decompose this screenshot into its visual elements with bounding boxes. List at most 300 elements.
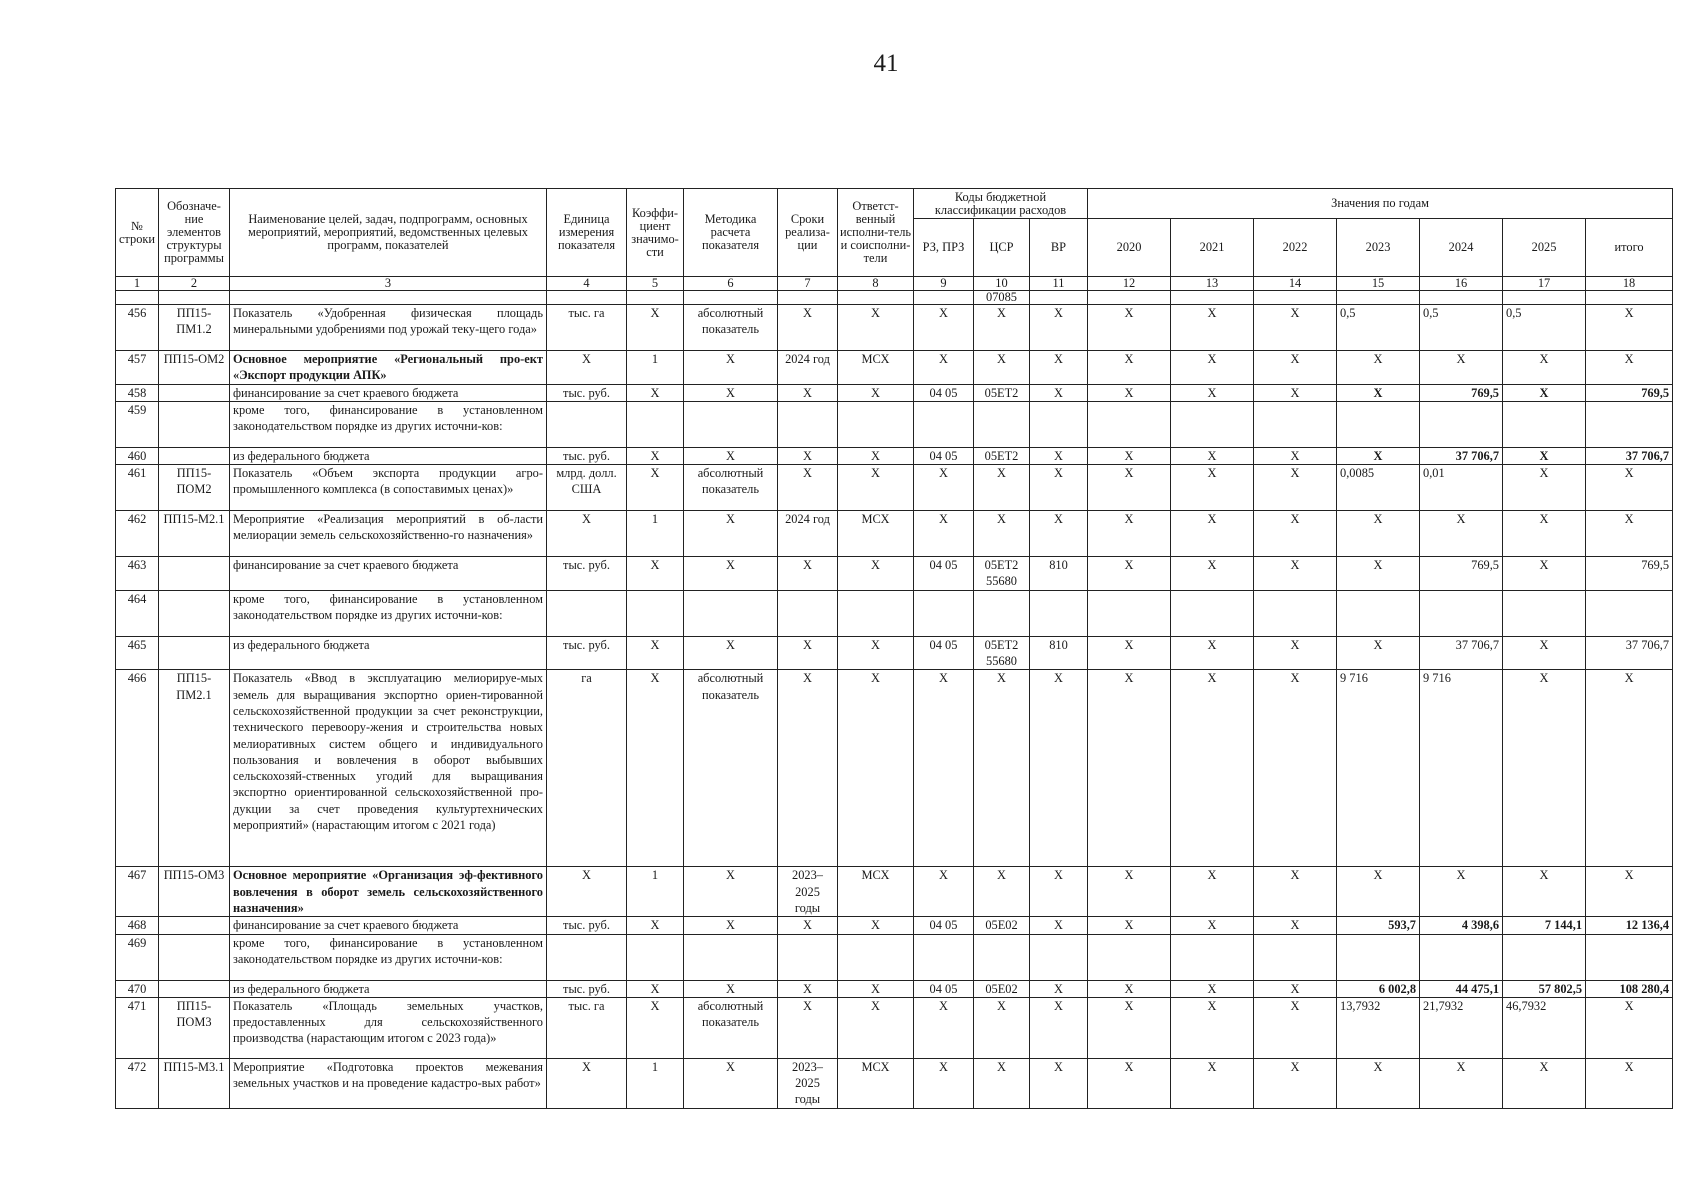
- cell-row-number: 470: [116, 980, 159, 997]
- cell-period: Х: [778, 305, 838, 351]
- carryover-cell: [116, 291, 159, 305]
- cell-value-2025: 7 144,1: [1503, 917, 1586, 934]
- cell-value-total: 108 280,4: [1586, 980, 1673, 997]
- cell-vr: Х: [1030, 980, 1088, 997]
- cell-value-2022: Х: [1254, 867, 1337, 917]
- cell-row-number: 471: [116, 997, 159, 1058]
- cell-value-2020: Х: [1088, 867, 1171, 917]
- cell-value-2024: [1420, 401, 1503, 447]
- cell-structure-code: [159, 557, 230, 591]
- table-header: [116, 189, 1673, 305]
- cell-value-total: [1586, 401, 1673, 447]
- cell-value-2022: Х: [1254, 997, 1337, 1058]
- carryover-cell: [778, 291, 838, 305]
- cell-item-name: Основное мероприятие «Организация эф-фективного вовлечения в оборот земель сельскохозяйственного назначения»: [230, 867, 547, 917]
- cell-coefficient: Х: [627, 670, 684, 867]
- cell-value-2024: [1420, 590, 1503, 636]
- cell-responsible: Х: [838, 447, 914, 464]
- cell-period: [778, 401, 838, 447]
- cell-responsible: Х: [838, 636, 914, 670]
- cell-row-number: 461: [116, 465, 159, 511]
- cell-value-2025: [1503, 401, 1586, 447]
- carryover-cell: [1254, 291, 1337, 305]
- cell-row-number: 458: [116, 384, 159, 401]
- cell-csr: Х: [974, 351, 1030, 385]
- cell-row-number: 469: [116, 934, 159, 980]
- cell-value-total: Х: [1586, 997, 1673, 1058]
- carryover-cell: [914, 291, 974, 305]
- cell-item-name: Показатель «Объем экспорта продукции агро-промышленного комплекса (в сопоставимых ценах)»: [230, 465, 547, 511]
- table-body: [116, 305, 1673, 1109]
- cell-row-number: 462: [116, 511, 159, 557]
- cell-value-2025: Х: [1503, 351, 1586, 385]
- column-number: 5: [627, 277, 684, 291]
- cell-responsible: Х: [838, 384, 914, 401]
- cell-method: [684, 590, 778, 636]
- cell-row-number: 459: [116, 401, 159, 447]
- cell-row-number: 456: [116, 305, 159, 351]
- cell-structure-code: ПП15-ПМ2.1: [159, 670, 230, 867]
- header-vr: ВР: [1030, 219, 1088, 277]
- cell-period: Х: [778, 557, 838, 591]
- cell-period: Х: [778, 917, 838, 934]
- cell-responsible: Х: [838, 670, 914, 867]
- cell-responsible: [838, 401, 914, 447]
- column-number: 17: [1503, 277, 1586, 291]
- column-number: 14: [1254, 277, 1337, 291]
- cell-value-2023: 593,7: [1337, 917, 1420, 934]
- cell-responsible: Х: [838, 997, 914, 1058]
- cell-value-2022: Х: [1254, 511, 1337, 557]
- cell-value-2024: 769,5: [1420, 384, 1503, 401]
- cell-value-2020: Х: [1088, 917, 1171, 934]
- table-row: [116, 997, 1673, 1058]
- cell-value-2022: Х: [1254, 305, 1337, 351]
- table-row: [116, 401, 1673, 447]
- header-total: итого: [1586, 219, 1673, 277]
- cell-rz-prz: 04 05: [914, 980, 974, 997]
- cell-item-name: финансирование за счет краевого бюджета: [230, 384, 547, 401]
- cell-csr: Х: [974, 465, 1030, 511]
- cell-responsible: Х: [838, 917, 914, 934]
- cell-csr: Х: [974, 305, 1030, 351]
- cell-value-2021: Х: [1171, 447, 1254, 464]
- cell-value-2021: Х: [1171, 867, 1254, 917]
- carryover-row: [116, 291, 1673, 305]
- carryover-cell: [684, 291, 778, 305]
- cell-value-total: [1586, 590, 1673, 636]
- table-row: [116, 1058, 1673, 1108]
- cell-structure-code: [159, 980, 230, 997]
- header-csr: ЦСР: [974, 219, 1030, 277]
- table-row: [116, 670, 1673, 867]
- column-number: 8: [838, 277, 914, 291]
- cell-vr: Х: [1030, 867, 1088, 917]
- cell-value-2025: [1503, 934, 1586, 980]
- cell-value-2022: [1254, 934, 1337, 980]
- carryover-cell: [627, 291, 684, 305]
- cell-vr: [1030, 934, 1088, 980]
- cell-value-2023: 6 002,8: [1337, 980, 1420, 997]
- carryover-cell: [1088, 291, 1171, 305]
- cell-method: Х: [684, 447, 778, 464]
- cell-value-2023: [1337, 590, 1420, 636]
- cell-unit: Х: [547, 1058, 627, 1108]
- column-number: 2: [159, 277, 230, 291]
- cell-value-2024: 769,5: [1420, 557, 1503, 591]
- cell-unit: тыс. га: [547, 997, 627, 1058]
- cell-period: Х: [778, 980, 838, 997]
- carryover-cell: [1586, 291, 1673, 305]
- cell-value-2025: Х: [1503, 867, 1586, 917]
- cell-value-2021: Х: [1171, 917, 1254, 934]
- cell-structure-code: ПП15-ПОМ2: [159, 465, 230, 511]
- cell-structure-code: [159, 636, 230, 670]
- cell-value-total: 769,5: [1586, 557, 1673, 591]
- cell-value-total: Х: [1586, 511, 1673, 557]
- cell-value-2023: Х: [1337, 867, 1420, 917]
- header-method: Методика расчета показателя: [684, 189, 778, 277]
- table-row: [116, 465, 1673, 511]
- cell-responsible: МСХ: [838, 867, 914, 917]
- cell-value-2021: Х: [1171, 465, 1254, 511]
- header-budget-codes: Коды бюджетной классификации расходов: [914, 189, 1088, 219]
- cell-row-number: 472: [116, 1058, 159, 1108]
- cell-structure-code: [159, 917, 230, 934]
- carryover-cell: [838, 291, 914, 305]
- cell-vr: 810: [1030, 557, 1088, 591]
- table-row: [116, 351, 1673, 385]
- column-number: 10: [974, 277, 1030, 291]
- table-row: [116, 305, 1673, 351]
- cell-coefficient: 1: [627, 867, 684, 917]
- cell-rz-prz: 04 05: [914, 917, 974, 934]
- carryover-cell: [1171, 291, 1254, 305]
- cell-rz-prz: 04 05: [914, 557, 974, 591]
- cell-value-2024: 0,5: [1420, 305, 1503, 351]
- cell-structure-code: ПП15-ОМ3: [159, 867, 230, 917]
- cell-structure-code: ПП15-ПМ1.2: [159, 305, 230, 351]
- cell-method: Х: [684, 351, 778, 385]
- cell-value-2021: Х: [1171, 511, 1254, 557]
- cell-structure-code: ПП15-М3.1: [159, 1058, 230, 1108]
- cell-coefficient: Х: [627, 447, 684, 464]
- cell-value-2024: Х: [1420, 511, 1503, 557]
- table-row: [116, 590, 1673, 636]
- cell-period: Х: [778, 465, 838, 511]
- cell-method: [684, 401, 778, 447]
- cell-item-name: из федерального бюджета: [230, 447, 547, 464]
- cell-csr: 05ЕТ2 55680: [974, 557, 1030, 591]
- cell-value-2024: 37 706,7: [1420, 447, 1503, 464]
- cell-item-name: Показатель «Площадь земельных участков, предоставленных для сельскохозяйственного производства (нарастающим итогом с 2023 года)»: [230, 997, 547, 1058]
- cell-period: Х: [778, 997, 838, 1058]
- cell-unit: млрд. долл. США: [547, 465, 627, 511]
- cell-row-number: 465: [116, 636, 159, 670]
- cell-item-name: Показатель «Удобренная физическая площадь минеральными удобрениями под урожай теку-щего года»: [230, 305, 547, 351]
- cell-method: абсолютный показатель: [684, 305, 778, 351]
- cell-value-2021: Х: [1171, 997, 1254, 1058]
- cell-coefficient: 1: [627, 351, 684, 385]
- cell-value-total: 37 706,7: [1586, 636, 1673, 670]
- header-year-2023: 2023: [1337, 219, 1420, 277]
- table-row: [116, 447, 1673, 464]
- table-row: [116, 384, 1673, 401]
- cell-value-total: Х: [1586, 305, 1673, 351]
- cell-rz-prz: 04 05: [914, 384, 974, 401]
- header-year-2022: 2022: [1254, 219, 1337, 277]
- cell-value-2022: [1254, 590, 1337, 636]
- cell-value-2023: 13,7932: [1337, 997, 1420, 1058]
- cell-value-2021: [1171, 590, 1254, 636]
- cell-value-2023: Х: [1337, 557, 1420, 591]
- cell-structure-code: [159, 447, 230, 464]
- cell-unit: Х: [547, 867, 627, 917]
- cell-csr: Х: [974, 511, 1030, 557]
- cell-rz-prz: Х: [914, 351, 974, 385]
- header-period: Сроки реализа-ции: [778, 189, 838, 277]
- cell-value-total: 37 706,7: [1586, 447, 1673, 464]
- cell-row-number: 457: [116, 351, 159, 385]
- cell-vr: 810: [1030, 636, 1088, 670]
- cell-method: [684, 934, 778, 980]
- cell-coefficient: 1: [627, 1058, 684, 1108]
- column-number: 16: [1420, 277, 1503, 291]
- cell-value-total: 769,5: [1586, 384, 1673, 401]
- cell-coefficient: Х: [627, 980, 684, 997]
- cell-row-number: 464: [116, 590, 159, 636]
- cell-value-2024: [1420, 934, 1503, 980]
- cell-method: Х: [684, 1058, 778, 1108]
- cell-csr: [974, 401, 1030, 447]
- cell-value-2022: Х: [1254, 351, 1337, 385]
- carryover-cell: [159, 291, 230, 305]
- cell-rz-prz: Х: [914, 465, 974, 511]
- cell-period: 2023–2025 годы: [778, 867, 838, 917]
- cell-method: Х: [684, 511, 778, 557]
- cell-value-total: Х: [1586, 670, 1673, 867]
- cell-period: 2024 год: [778, 511, 838, 557]
- column-number: 4: [547, 277, 627, 291]
- cell-period: [778, 934, 838, 980]
- cell-csr: 05ЕТ2: [974, 447, 1030, 464]
- cell-value-2025: Х: [1503, 447, 1586, 464]
- cell-item-name: финансирование за счет краевого бюджета: [230, 557, 547, 591]
- cell-period: Х: [778, 670, 838, 867]
- cell-vr: Х: [1030, 305, 1088, 351]
- cell-value-2021: Х: [1171, 1058, 1254, 1108]
- cell-coefficient: Х: [627, 384, 684, 401]
- page-number: 41: [873, 50, 899, 77]
- cell-method: Х: [684, 557, 778, 591]
- cell-unit: тыс. руб.: [547, 384, 627, 401]
- cell-value-2025: Х: [1503, 670, 1586, 867]
- cell-value-2020: Х: [1088, 557, 1171, 591]
- cell-row-number: 468: [116, 917, 159, 934]
- cell-value-2024: 44 475,1: [1420, 980, 1503, 997]
- cell-unit: тыс. га: [547, 305, 627, 351]
- cell-value-2023: 0,0085: [1337, 465, 1420, 511]
- cell-period: [778, 590, 838, 636]
- table-row: [116, 867, 1673, 917]
- carryover-cell: [1420, 291, 1503, 305]
- cell-value-2020: Х: [1088, 305, 1171, 351]
- cell-unit: [547, 590, 627, 636]
- cell-value-2024: 4 398,6: [1420, 917, 1503, 934]
- cell-csr: 05ЕТ2: [974, 384, 1030, 401]
- cell-unit: тыс. руб.: [547, 557, 627, 591]
- cell-rz-prz: Х: [914, 305, 974, 351]
- header-year-2024: 2024: [1420, 219, 1503, 277]
- cell-responsible: МСХ: [838, 511, 914, 557]
- cell-item-name: кроме того, финансирование в установленном законодательством порядке из других источни-ков:: [230, 590, 547, 636]
- carryover-cell: [547, 291, 627, 305]
- column-number: 12: [1088, 277, 1171, 291]
- cell-value-2024: Х: [1420, 1058, 1503, 1108]
- cell-responsible: Х: [838, 557, 914, 591]
- cell-value-2023: [1337, 401, 1420, 447]
- cell-csr: 05ЕТ2 55680: [974, 636, 1030, 670]
- cell-item-name: финансирование за счет краевого бюджета: [230, 917, 547, 934]
- cell-coefficient: Х: [627, 917, 684, 934]
- table-row: [116, 557, 1673, 591]
- cell-value-2020: Х: [1088, 447, 1171, 464]
- cell-value-2025: Х: [1503, 511, 1586, 557]
- cell-value-2021: [1171, 401, 1254, 447]
- cell-value-2022: Х: [1254, 980, 1337, 997]
- cell-csr: [974, 590, 1030, 636]
- cell-value-2020: Х: [1088, 351, 1171, 385]
- cell-value-2023: Х: [1337, 511, 1420, 557]
- header-row-number: № строки: [116, 189, 159, 277]
- cell-vr: Х: [1030, 465, 1088, 511]
- cell-value-2021: Х: [1171, 384, 1254, 401]
- cell-responsible: Х: [838, 465, 914, 511]
- cell-responsible: Х: [838, 980, 914, 997]
- cell-value-2020: Х: [1088, 511, 1171, 557]
- cell-method: абсолютный показатель: [684, 670, 778, 867]
- cell-value-total: Х: [1586, 867, 1673, 917]
- cell-period: Х: [778, 447, 838, 464]
- cell-value-total: Х: [1586, 351, 1673, 385]
- cell-method: Х: [684, 980, 778, 997]
- header-structure-code: Обозначе-ние элементов структуры программы: [159, 189, 230, 277]
- cell-value-2023: Х: [1337, 384, 1420, 401]
- cell-value-2023: Х: [1337, 636, 1420, 670]
- cell-value-2022: Х: [1254, 557, 1337, 591]
- cell-unit: тыс. руб.: [547, 447, 627, 464]
- cell-structure-code: ПП15-М2.1: [159, 511, 230, 557]
- column-number: 6: [684, 277, 778, 291]
- cell-csr: Х: [974, 1058, 1030, 1108]
- cell-item-name: Показатель «Ввод в эксплуатацию мелиорируе-мых земель для выращивания экспортно ориен-тированной сельскохозяйственной продукции за счет реконструкции, технического перевоору-жения и строительства новых мелиоративных систем общего и индивидуального пользования и вовлечения в оборот выбывших сельскохозяй-ственных угодий для выращивания экспортно ориентированной сельскохозяйственной про-дукции за счет проведения культуртехнических мероприятий» (нарастающим итогом с 2021 года): [230, 670, 547, 867]
- table-row: [116, 917, 1673, 934]
- carryover-cell: 07085: [974, 291, 1030, 305]
- cell-responsible: МСХ: [838, 1058, 914, 1108]
- cell-coefficient: [627, 590, 684, 636]
- cell-value-2021: Х: [1171, 557, 1254, 591]
- cell-value-2020: [1088, 934, 1171, 980]
- column-number-row: [116, 277, 1673, 291]
- cell-value-2025: 57 802,5: [1503, 980, 1586, 997]
- cell-value-2022: Х: [1254, 670, 1337, 867]
- cell-unit: тыс. руб.: [547, 980, 627, 997]
- cell-value-2025: 0,5: [1503, 305, 1586, 351]
- cell-value-2020: [1088, 590, 1171, 636]
- cell-value-2020: Х: [1088, 980, 1171, 997]
- cell-coefficient: Х: [627, 305, 684, 351]
- cell-vr: Х: [1030, 447, 1088, 464]
- cell-value-2025: Х: [1503, 465, 1586, 511]
- carryover-cell: [230, 291, 547, 305]
- cell-value-2023: 0,5: [1337, 305, 1420, 351]
- cell-value-2022: [1254, 401, 1337, 447]
- cell-value-2022: Х: [1254, 636, 1337, 670]
- cell-value-2024: 0,01: [1420, 465, 1503, 511]
- carryover-cell: [1337, 291, 1420, 305]
- column-number: 13: [1171, 277, 1254, 291]
- cell-structure-code: ПП15-ПОМ3: [159, 997, 230, 1058]
- column-number: 3: [230, 277, 547, 291]
- cell-rz-prz: 04 05: [914, 636, 974, 670]
- carryover-cell: [1030, 291, 1088, 305]
- cell-coefficient: Х: [627, 557, 684, 591]
- cell-structure-code: [159, 401, 230, 447]
- cell-value-2021: [1171, 934, 1254, 980]
- column-number: 11: [1030, 277, 1088, 291]
- cell-coefficient: 1: [627, 511, 684, 557]
- cell-item-name: кроме того, финансирование в установленном законодательством порядке из других источни-ков:: [230, 401, 547, 447]
- cell-rz-prz: Х: [914, 1058, 974, 1108]
- cell-coefficient: Х: [627, 636, 684, 670]
- cell-structure-code: [159, 384, 230, 401]
- program-indicators-table: [115, 188, 1673, 1109]
- cell-unit: Х: [547, 511, 627, 557]
- cell-rz-prz: Х: [914, 511, 974, 557]
- column-number: 9: [914, 277, 974, 291]
- table-row: [116, 636, 1673, 670]
- cell-vr: Х: [1030, 351, 1088, 385]
- header-unit: Единица измерения показателя: [547, 189, 627, 277]
- cell-rz-prz: [914, 590, 974, 636]
- cell-period: Х: [778, 384, 838, 401]
- cell-method: Х: [684, 867, 778, 917]
- cell-value-2020: Х: [1088, 465, 1171, 511]
- carryover-cell: [1503, 291, 1586, 305]
- cell-unit: Х: [547, 351, 627, 385]
- cell-csr: Х: [974, 997, 1030, 1058]
- cell-period: 2024 год: [778, 351, 838, 385]
- cell-value-total: Х: [1586, 465, 1673, 511]
- cell-rz-prz: [914, 934, 974, 980]
- cell-value-2022: Х: [1254, 465, 1337, 511]
- cell-structure-code: ПП15-ОМ2: [159, 351, 230, 385]
- cell-item-name: кроме того, финансирование в установленном законодательством порядке из других источни-ков:: [230, 934, 547, 980]
- header-name: Наименование целей, задач, подпрограмм, основных мероприятий, мероприятий, ведомственных целевых программ, показателей: [230, 189, 547, 277]
- cell-value-2024: 21,7932: [1420, 997, 1503, 1058]
- cell-structure-code: [159, 590, 230, 636]
- cell-csr: 05Е02: [974, 980, 1030, 997]
- cell-coefficient: Х: [627, 465, 684, 511]
- cell-value-total: Х: [1586, 1058, 1673, 1108]
- cell-csr: [974, 934, 1030, 980]
- cell-method: Х: [684, 917, 778, 934]
- cell-value-2021: Х: [1171, 351, 1254, 385]
- cell-row-number: 460: [116, 447, 159, 464]
- cell-value-2025: Х: [1503, 636, 1586, 670]
- cell-value-2020: Х: [1088, 384, 1171, 401]
- cell-vr: Х: [1030, 917, 1088, 934]
